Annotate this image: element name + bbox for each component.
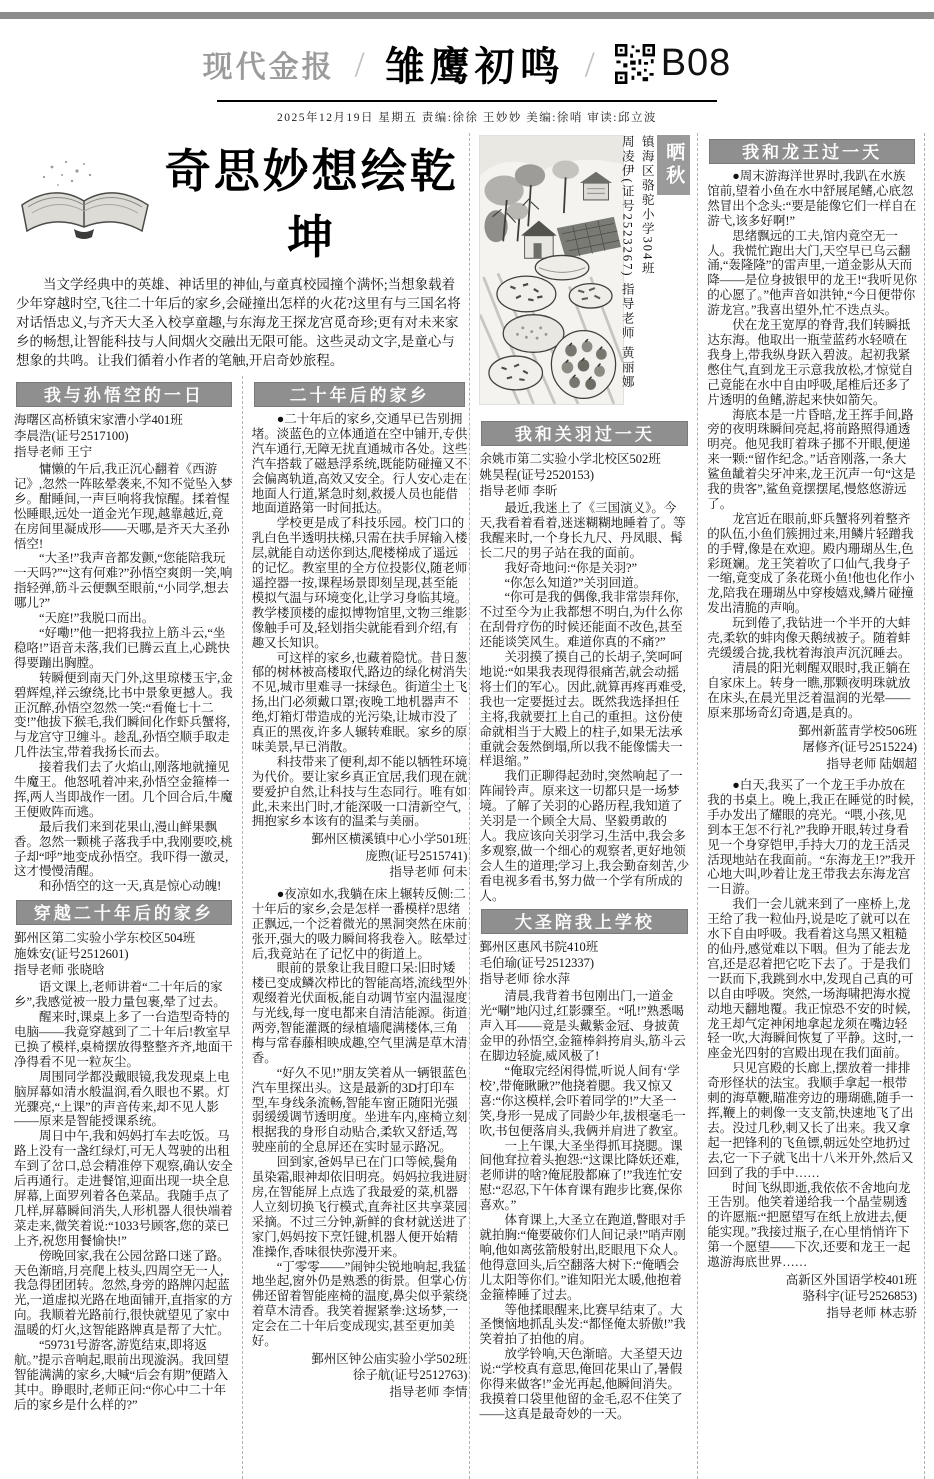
signoff-line: 鄞州新蓝青学校506班 <box>798 723 918 738</box>
signoff <box>252 1351 468 1401</box>
paragraph: 体育课上,大圣立在跑道,瞥眼对手就拍胸:“俺要破你们人间记录!”哨声刚响,他如离弦箭般射出,眨眼甩下众人。他得意回头,后空翻落大树下:“俺晒会儿太阳等你们。”谁知阳光太暖,他抱着金箍棒睡了过去。 <box>479 1213 686 1302</box>
paragraph: 眼前的景象让我目瞪口呆:旧时矮楼已变成鳞次栉比的智能高塔,流线型外观缀着光伏面板,能自动调节室内温湿度与光线,每一度电都来自清洁能源。街道两旁,智能灌溉的绿植墙爬满楼体,三角梅与常春藤相映成趣,空气里满是草木清香。 <box>251 961 468 1065</box>
article-body <box>707 778 917 1270</box>
paragraph: 我好奇地问:“你是关羽?” <box>504 560 638 575</box>
autumn-harvest-painting <box>479 135 624 405</box>
paragraph: 和孙悟空的这一天,真是惊心动魄! <box>39 879 222 894</box>
paragraph: 思绪飘远的工夫,馆内竟空无一人。我慌忙跑出大门,天空早已乌云翻涌,“轰隆隆”的雷声里,一道金影从天而降——是位身披银甲的龙王!“我听见你的心愿了。”他声音如洪钟,“今日便带你游龙宫。”我喜出望外,忙不迭点头。 <box>707 228 917 318</box>
paragraph: “大圣!”我声音都发颤,“您能陪我玩一天吗?”“这有何难?”孙悟空爽朗一笑,响指轻弹,筋斗云便飘至眼前,“小同学,想去哪儿?” <box>14 551 233 611</box>
masthead-divider: / <box>354 43 365 84</box>
article-piece <box>707 778 917 1321</box>
article-body <box>252 412 468 829</box>
byline-line: 指导老师 张晓晗 <box>14 963 105 978</box>
byline-line: 指导老师 王宁 <box>14 445 93 459</box>
article-day-with-sun-wukong <box>14 382 234 894</box>
paragraph: “俺取完经闲得慌,听说人间有‘学校’,带俺瞅瞅?”他挠着腮。我又惊又喜:“你这模样,会吓着同学的!”大圣一笑,身形一晃成了同龄少年,拔根毫毛一吹,书包便落肩头,我俩并肩进了教室。 <box>479 1064 686 1138</box>
paragraph: 一上午课,大圣坐得抓耳挠腮。课间他耷拉着头抱怨:“这课比降妖还难,老师讲的啥?俺屁股都麻了!”我连忙安慰:“忍忍,下午体育课有跑步比赛,保你喜欢。” <box>479 1138 683 1213</box>
paragraph: 时间飞纵即逝,我依依不舍地向龙王告别。他笑着递给我一个晶莹剔透的许愿瓶:“把愿望写在纸上放进去,便能实现。”我接过瓶子,在心里悄悄许下第一个愿望——下次,还要和龙王一起遨游海底世界…… <box>707 1180 911 1270</box>
byline <box>14 930 234 978</box>
page-code: B08 <box>660 42 732 84</box>
article-piece <box>252 887 468 1401</box>
masthead <box>0 19 934 129</box>
article-body <box>479 501 690 903</box>
signoff-line: 指导老师 陆姻超 <box>826 756 918 771</box>
byline-line: 李晨浩(证号2517100) <box>14 429 129 443</box>
paragraph: 学校更是成了科技乐园。校门口的乳白色半透明扶梯,只需在扶手屏输入楼层,就能自动送你到达,爬楼梯成了遥远的记忆。教室里的全方位投影仪,随老师遥控器一按,课程场景即刻呈现,甚至能模拟气温与环境变化,让学习身临其境。教学楼顶楼的虚拟博物馆里,文物三维影像触手可及,轻划指尖就能看到介绍,有趣又长知识。 <box>251 516 468 650</box>
paragraph: 伏在龙王宽厚的脊背,我们转瞬抵达东海。他取出一瓶莹蓝药水轻喷在我身上,带我纵身跃入碧波。起初我紧憋住气,直到龙王示意我放松,才惊觉自己竟能在水中自由呼吸,尾椎后还多了片透明的鱼鳍,游起来快如箭矢。 <box>707 318 914 407</box>
paragraph: 最后我们来到花果山,漫山鲜果飘香。忽然一颗桃子落我手中,我刚要咬,桃子却“呼”地变成孙悟空。我吓得一激灵,这才慢慢清醒。 <box>14 819 233 879</box>
paragraph: 我们正聊得起劲时,突然响起了一阵闹铃声。原来这一切都只是一场梦境。了解了关羽的心路历程,我知道了关羽是一个顾全大局、坚毅勇敢的人。我应该向关羽学习,生活中,我会多多观察,做一个细心的观察者,更好地领会人生的道理;学习上,我会勤奋刻苦,少看电视多看书,努力做一个学有所成的人。 <box>479 769 690 903</box>
paragraph: ●周末游海洋世界时,我趴在水族馆前,望着小鱼在水中舒展尾鳍,心底忽然冒出个念头:“要是能像它们一样自在游弋,该多好啊!” <box>707 169 917 228</box>
feature-block <box>14 133 469 376</box>
paragraph: 只见宫殿的长廊上,摆放着一排排奇形怪状的法宝。我顺手拿起一根带刺的海草鞭,瞄准旁边的珊瑚礁,随手一挥,鞭上的刺像一支支箭,快速地飞了出去。没过几秒,刺又长了出来。我又拿起一把锋利的飞鱼镖,朝远处空地扔过去,它一下子就飞出十八米开外,然后又回到了我的手中…… <box>707 1061 914 1180</box>
column-4 <box>697 133 925 1479</box>
paragraph: 清晨,我背着书包刚出门,一道金光“唰”地闪过,红影骤至。“吼!”熟悉喝声入耳——竟是头戴紫金冠、身披黄金甲的孙悟空,金箍棒斜挎肩头,筋斗云在脚边轻旋,威风极了! <box>479 989 686 1064</box>
article-piece <box>707 169 917 772</box>
paragraph: 等他揉眼醒来,比赛早结束了。大圣懊恼地抓乱头发:“都怪俺太骄傲!”我笑着拍了拍他的肩。 <box>479 1302 686 1347</box>
paragraph: 语文课上,老师讲着“二十年后的家乡”,我感觉被一股力量包裹,晕了过去。 <box>14 980 226 1010</box>
qr-code-icon <box>615 44 655 84</box>
top-rule-bar <box>0 12 934 19</box>
paragraph: “丁零零——”闹钟尖锐地响起,我猛地坐起,窗外仍是熟悉的街景。但掌心仿佛还留着智能座椅的温度,鼻尖似乎萦绕着草木清香。我笑着握紧拳:这场梦,一定会在二十年后变成现实,甚至更加美好。 <box>251 1259 468 1349</box>
article-body <box>14 980 234 1412</box>
paragraph: 关羽摸了摸自己的长胡子,笑呵呵地说:“如果我表现得很痛苦,就会动摇将士们的军心。因此,就算再疼再难受,我也一定要挺过去。既然我选择担任主将,我就要扛上自己的重担。这份使命就相当于大殿上的柱子,如果无法承重就会轰然倒塌,所以我不能像懦夫一样退缩。” <box>479 650 686 769</box>
article-title-bar: 二十年后的家乡 <box>254 382 466 407</box>
student-artwork <box>479 133 690 415</box>
paragraph: 傍晚回家,我在公园岔路口迷了路。天色渐暗,月亮爬上枝头,四周空无一人,我急得团团转。忽然,身旁的路牌闪起蓝光,一道虚拟光路在地面铺开,直指家的方向。我顺着光路前行,很快就望见了家中温暖的灯火,这智能路牌真是帮了大忙。 <box>14 1248 233 1338</box>
masthead-rule <box>217 100 717 102</box>
article-body <box>14 462 234 894</box>
open-book-illustration <box>14 155 156 247</box>
paragraph: 接着我们去了火焰山,刚落地就撞见牛魔王。他怒吼着冲来,孙悟空金箍棒一挥,两人当即战作一团。几个回合后,牛魔王便败阵而逃。 <box>14 760 233 819</box>
signoff-line: 鄞州区钟公庙实验小学502班 <box>311 1351 468 1366</box>
article-day-with-guan-yu <box>479 421 690 903</box>
byline <box>479 451 690 499</box>
paragraph: 周围同学都没戴眼镜,我发现桌上电脑屏幕如清水般温润,看久眼也不累。灯光骤亮,“上课”的声音传来,却不见人影——原来是智能授课系统。 <box>14 1069 230 1129</box>
signoff-line: 徐子航(证号2512763) <box>352 1368 468 1383</box>
paragraph: “你可是我的偶像,我非常崇拜你,不过至今为止我都想不明白,为什么你在刮骨疗伤的时候还能面不改色,甚至还能谈笑风生。难道你真的不痛?” <box>479 590 683 650</box>
byline-line: 指导老师 徐水萍 <box>479 972 571 987</box>
byline-line: 海曙区高桥镇宋家漕小学401班 <box>14 413 183 427</box>
paragraph: “好久不见!”朋友笑着从一辆银蓝色汽车里探出头。这是最新的3D打印车型,车身线条流畅,智能车窗正随阳光强弱缓缓调节透明度。坐进车内,座椅立刻根据我的身形自动贴合,柔软又舒适,驾驶座前的全息屏还在实时显示路况。 <box>251 1065 468 1155</box>
signoff-line: 指导老师 林志骄 <box>826 1305 918 1320</box>
signoff <box>707 723 917 773</box>
paragraph: “59731号游客,游览结束,即将返航。”提示音响起,眼前出现漩涡。我回望智能满满的家乡,大喊“后会有期”便踏入其中。睁眼时,老师正问:“你心中二十年后的家乡是什么样的?” <box>14 1338 229 1412</box>
feature-intro: 当文学经典中的英雄、神话里的神仙,与童真校园撞个满怀;当想象载着少年穿越时空,飞往二十年后的家乡,会碰撞出怎样的火花?这里有与三国名将对话悟忠义,与齐天大圣入校享童趣,与东海龙王探龙宫觅奇珍;更有对未来家乡的畅想,让智能科技与人间烟火交融出无限可能。这些灵动文字,是童心与想象的共鸣。让我们循着小作者的笔触,开启奇妙旅程。 <box>16 277 461 368</box>
article-title-bar: 我和龙王过一天 <box>709 139 915 164</box>
signoff-line: 屠修齐(证号2515224) <box>802 740 918 755</box>
article-piece <box>252 412 468 881</box>
signoff <box>252 831 468 881</box>
paragraph: ●夜凉如水,我躺在床上辗转反侧:二十年后的家乡,会是怎样一番模样?思绪正飘远,一个泛着微光的黑洞突然在床前张开,强大的吸力瞬间将我卷入。眩晕过后,我竟站在了记忆中的街道上。 <box>251 886 468 961</box>
feature-title: 奇思妙想绘乾坤 <box>164 145 459 263</box>
paragraph: 回到家,爸妈早已在门口等候,鬓角虽染霜,眼神却依旧明亮。妈妈拉我进厨房,在智能屏上点选了我最爱的菜,机器人立刻切换飞行模式,直奔社区共享菜园采摘。不过三分钟,新鲜的食材就送进了家门,妈妈按下烹饪键,机器人便开始精准操作,香味很快弥漫开来。 <box>251 1155 468 1259</box>
paragraph: 清晨的阳光刺醒双眼时,我正躺在自家床上。转身一瞧,那颗夜明珠就放在床头,在晨光里泛着温润的光晕——原来那场奇幻奇遇,是真的。 <box>707 660 911 720</box>
paragraph: 转瞬便到南天门外,这里琼楼玉宇,金碧辉煌,祥云缭绕,比书中景象更撼人。我正沉醉,孙悟空忽然一笑:“看俺七十二变!”他拔下猴毛,我们瞬间化作虾兵蟹将,与龙宫守卫缠斗。趁乱,孙悟空顺手取走几件法宝,带着我扬长而去。 <box>14 670 233 760</box>
signoff-line: 指导老师 李情 <box>389 1384 468 1399</box>
byline-line: 鄞州区惠风书院410班 <box>479 940 599 955</box>
byline <box>479 939 690 987</box>
paragraph: 醒来时,课桌上多了一台造型奇特的电脑——我竟穿越到了二十年后!教室早已换了模样,桌椅摆放得整整齐齐,地面干净得看不见一粒灰尘。 <box>14 1010 233 1069</box>
paragraph: 龙宫近在眼前,虾兵蟹将列着整齐的队伍,小鱼们簇拥过来,用鳞片轻蹭我的手臂,像是在欢迎。殿内珊瑚丛生,色彩斑斓。龙王笑着吹了口仙气,我身子一缩,竟变成了条花斑小鱼!他也化作小龙,陪我在珊瑚丛中穿梭嬉戏,鳞片碰撞发出清脆的声响。 <box>707 511 915 616</box>
signoff-line: 指导老师 何未 <box>389 865 468 880</box>
paragraph: 海底本是一片昏暗,龙王挥手间,路旁的夜明珠瞬间亮起,将前路照得通透明亮。他见我盯着珠子挪不开眼,便递来一颗:“留作纪念。”话音刚落,一条大鲨鱼龇着尖牙冲来,龙王沉声一句“这是我的贵客”,鲨鱼竟摆摆尾,慢悠悠游远了。 <box>707 407 916 511</box>
byline-line: 毛伯瑜(证号2512337) <box>479 956 595 971</box>
date-editors-line: 2025年12月19日 星期五 责编:徐徐 王妙妙 美编:徐哨 审读:邱立波 <box>277 112 657 124</box>
article-body <box>252 887 468 1349</box>
article-hometown-time-travel <box>14 900 234 1412</box>
article-title-bar: 我和关羽过一天 <box>481 421 688 446</box>
section-name: 雏鹰初鸣 <box>384 45 565 89</box>
paragraph: 我们一会儿就来到了一座桥上,龙王给了我一粒仙丹,说是吃了就可以在水下自由呼吸。我看着这乌黑又粗糙的仙丹,感觉难以下咽。但为了能去龙宫,还是忍着把它吃下去了。于是我们一跃而下,我跳到水中,发现自己真的可以自由呼吸。突然,一场海啸把海水搅动地天翻地覆。我正惊恐不安的时候,龙王却气定神闲地拿起龙须在嘴边轻轻一吹,大海瞬间恢复了平静。这时,一座金光四射的宫殿出现在我们面前。 <box>707 897 914 1061</box>
artwork-school: 镇海区骆驼小学304班 <box>640 135 655 276</box>
signoff <box>707 1272 917 1322</box>
byline-line: 鄞州区第二实验小学东校区504班 <box>14 931 196 946</box>
paragraph: 最近,我迷上了《三国演义》。今天,我看着看着,迷迷糊糊地睡着了。等我醒来时,一个身长九尺、丹凤眼、髯长二尺的男子站在我的面前。 <box>479 501 686 560</box>
masthead-divider: / <box>584 43 595 84</box>
artwork-caption <box>620 135 690 405</box>
byline-line: 施姝安(证号2512601) <box>14 947 129 962</box>
signoff-line: 鄞州区横溪镇中心小学501班 <box>311 832 468 847</box>
paragraph: “天庭!”我脱口而出。 <box>39 611 155 626</box>
article-day-with-dragon-king <box>707 139 917 1321</box>
signoff-line: 骆科宇(证号2526853) <box>802 1289 918 1304</box>
article-hometown-in-20-years <box>252 382 468 1400</box>
paragraph: 玩到倦了,我钻进一个半开的大蚌壳,柔软的蚌肉像天鹅绒被子。随着蚌壳缓缓合拢,我枕着海浪声沉沉睡去。 <box>707 616 911 660</box>
article-body <box>479 989 690 1421</box>
artwork-title: 晒秋 <box>657 135 690 195</box>
artwork-author-teacher: 周凌伊(证号2523267) 指导老师 黄丽娜 <box>620 135 635 390</box>
paragraph: ●二十年后的家乡,交通早已告别拥堵。淡蓝色的立体通道在空中铺开,专供汽车通行,无障无扰直通城市各处。这些汽车搭载了磁悬浮系统,既能防碰撞又不会偏离轨道,高效又安全。行人安心走在地面人行道,紧急时刻,救援人员也能借地面道路第一时间抵达。 <box>251 412 468 516</box>
column-3 <box>469 133 697 1479</box>
page-content <box>0 129 934 1479</box>
article-body <box>707 169 917 721</box>
signoff-line: 高新区外国语学校401班 <box>785 1272 918 1287</box>
signoff-line: 庞煦(证号2515741) <box>365 848 468 863</box>
column-1 <box>14 376 242 1479</box>
article-title-bar: 我与孙悟空的一日 <box>16 382 232 407</box>
byline-line: 指导老师 李昕 <box>479 484 558 498</box>
paragraph: “好嘞!”他一把将我拉上筋斗云,“坐稳咯!”语音未落,我们已腾云直上,心跳快得要蹦出胸膛。 <box>14 625 230 670</box>
paper-name: 现代金报 <box>202 50 335 84</box>
article-title-bar: 穿越二十年后的家乡 <box>16 900 232 925</box>
byline-line: 姚昊程(证号2520153) <box>479 468 595 482</box>
paragraph: “你怎么知道?”关羽回道。 <box>504 575 647 590</box>
paragraph: 周日中午,我和妈妈打车去吃饭。马路上没有一盏红绿灯,可无人驾驶的出租车到了岔口,总会精准停下观察,确认安全后再通行。走进餐馆,迎面出现一块全息屏幕,上面罗列着各色菜品。我随手点了几样,屏幕瞬间消失,人形机器人很快端着菜走来,微笑着说:“1033号顾客,您的菜已上齐,祝您用餐愉快!” <box>14 1129 233 1248</box>
paragraph: 科技带来了便利,却不能以牺牲环境为代价。要让家乡真正宜居,我们现在就要爱护自然,让科技与生态同行。唯有如此,未来出门时,才能深吸一口清新空气,拥抱家乡本该有的温柔与美丽。 <box>251 754 468 829</box>
paragraph: 放学铃响,天色渐暗。大圣望天边说:“学校真有意思,俺回花果山了,暑假你得来做客!”金光再起,他瞬间消失。我摸着口袋里他留的金毛,忍不住笑了——这真是最奇妙的一天。 <box>479 1347 683 1421</box>
byline <box>14 412 234 460</box>
paragraph: 慵懒的午后,我正沉心翻着《西游记》,忽然一阵眩晕袭来,不知不觉坠入梦乡。酣睡间,一声巨响将我惊醒。揉着惺忪睡眼,远处一道金光乍现,越靠越近,竟在房间里凝成形——天哪,是齐天大圣孙悟空! <box>14 462 233 551</box>
article-monkey-king-at-school <box>479 909 690 1421</box>
paragraph: 可这样的家乡,也藏着隐忧。昔日葱郁的树林被高楼取代,路边的绿化树消失不见,城市里难寻一抹绿色。街道尘土飞扬,出门必须戴口罩;夜晚工地机器声不绝,灯箱灯带造成的光污染,让城市没了真正的黑夜,许多人辗转难眠。家乡的原味美景,早已消散。 <box>251 650 468 754</box>
paragraph: ●白天,我买了一个龙王手办放在我的书桌上。晚上,我正在睡觉的时候,手办发出了耀眼的亮光。“喂,小孩,见到本王怎不行礼?”我睁开眼,转过身看见一个身穿铠甲,手持大刀的龙王活灵活现地站在我面前。“东海龙王!?”我开心地大叫,吵着让龙王带我去东海龙宫一日游。 <box>707 778 916 897</box>
article-title-bar: 大圣陪我上学校 <box>481 909 688 934</box>
byline-line: 余姚市第二实验小学北校区502班 <box>479 452 661 466</box>
column-2 <box>242 376 470 1479</box>
